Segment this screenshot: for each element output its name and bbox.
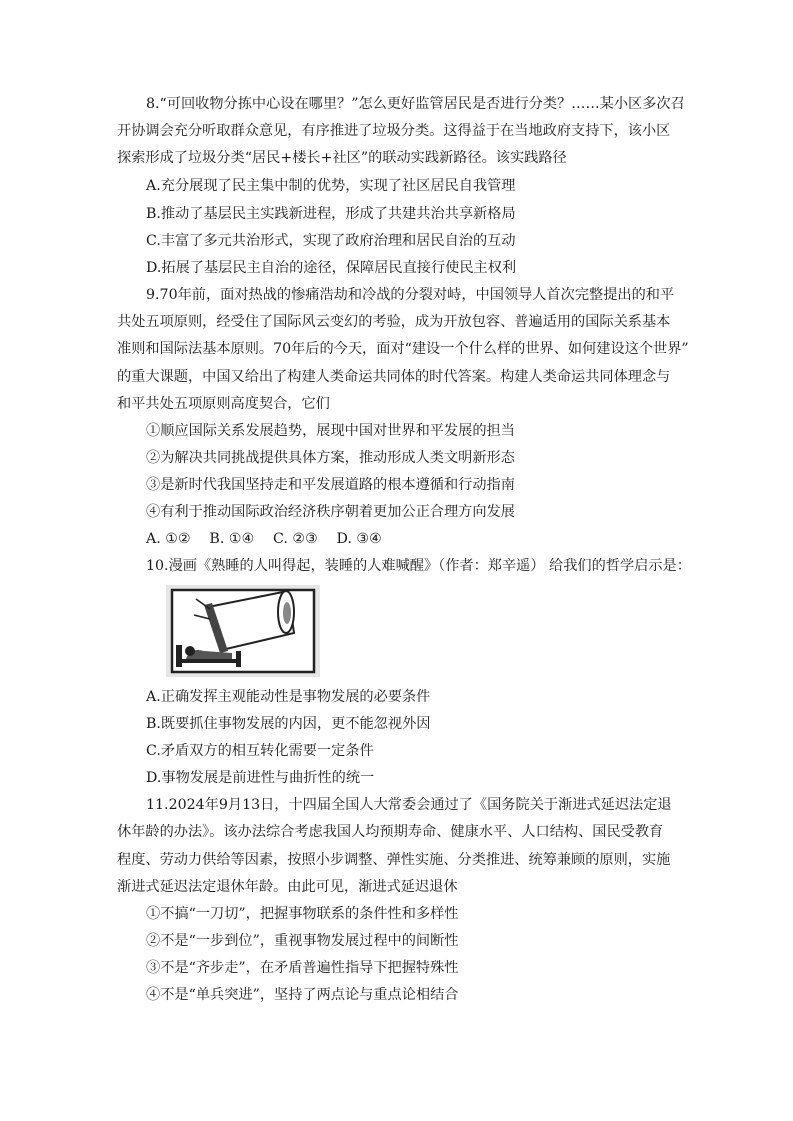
- q10-option-c: C.矛盾双方的相互转化需要一定条件: [146, 743, 374, 759]
- q8-option-b: B.推动了基层民主实践新进程，形成了共建共治共享新格局: [146, 206, 516, 222]
- q10-option-a: A.正确发挥主观能动性是事物发展的必要条件: [146, 689, 431, 705]
- q10-stem: 10.漫画《熟睡的人叫得起，装睡的人难喊醒》（作者：郑辛遥） 给我们的哲学启示是：: [146, 558, 691, 574]
- q8-stem-line-1: 8.“可回收物分拣中心设在哪里？”怎么更好监管居民是否进行分类？……某小区多次召: [146, 96, 685, 112]
- q11-stem-line-4: 渐进式延迟法定退休年龄。由此可见，渐进式延迟退休: [117, 879, 458, 895]
- q11-item-1: ①不搞“一刀切”，把握事物联系的条件性和多样性: [146, 906, 459, 922]
- q11-item-3: ③不是“齐步走”，在矛盾普遍性指导下把握特殊性: [146, 960, 459, 976]
- q9-stem-line-2: 共处五项原则，经受住了国际风云变幻的考验，成为开放包容、普遍适用的国际关系基本: [117, 314, 671, 330]
- q11-item-4: ④不是“单兵突进”，坚持了两点论与重点论相结合: [146, 987, 459, 1003]
- q8-stem-line-3: 探索形成了垃圾分类“居民+楼长+社区”的联动实践新路径。该实践路径: [117, 150, 567, 166]
- q11-stem-line-1: 11.2024年9月13日，十四届全国人大常委会通过了《国务院关于渐进式延迟法定退: [146, 797, 672, 813]
- q11-stem-line-3: 程度、劳动力供给等因素，按照小步调整、弹性实施、分类推进、统筹兼顾的原则，实施: [117, 852, 671, 868]
- q11-stem-line-2: 休年龄的办法》。该办法综合考虑我国人均预期寿命、健康水平、人口结构、国民受教育: [117, 824, 664, 840]
- q9-stem-line-4: 的重大课题，中国又给出了构建人类命运共同体的时代答案。构建人类命运共同体理念与: [117, 369, 671, 385]
- q9-stem-line-3: 准则和国际法基本原则。70年后的今天，面对“建设一个什么样的世界、如何建设这个世界”: [117, 341, 689, 357]
- q8-option-c: C.丰富了多元共治形式，实现了政府治理和居民自治的互动: [146, 233, 516, 249]
- cartoon-illustration: [166, 585, 320, 677]
- q9-stem-line-5: 和平共处五项原则高度契合，它们: [117, 396, 330, 412]
- q8-option-a: A.充分展现了民主集中制的优势，实现了社区居民自我管理: [146, 178, 516, 194]
- q10-option-b: B.既要抓住事物发展的内因，更不能忽视外因: [146, 716, 431, 732]
- q10-option-d: D.事物发展是前进性与曲折性的统一: [146, 770, 375, 786]
- q9-stem-line-1: 9.70年前，面对热战的惨痛浩劫和冷战的分裂对峙，中国领导人首次完整提出的和平: [146, 287, 675, 303]
- q9-item-1: ①顺应国际关系发展趋势，展现中国对世界和平发展的担当: [146, 423, 515, 439]
- q8-stem-line-2: 开协调会充分听取群众意见，有序推进了垃圾分类。这得益于在当地政府支持下，该小区: [117, 123, 671, 139]
- q9-item-3: ③是新时代我国坚持走和平发展道路的根本遵循和行动指南: [146, 477, 515, 493]
- q9-answer-options: A. ①② B. ①④ C. ②③ D. ③④: [146, 531, 382, 547]
- q9-item-2: ②为解决共同挑战提供具体方案，推动形成人类文明新形态: [146, 450, 515, 466]
- q9-item-4: ④有利于推动国际政治经济秩序朝着更加公正合理方向发展: [146, 504, 515, 520]
- q8-option-d: D.拓展了基层民主自治的途径，保障居民直接行使民主权利: [146, 260, 517, 276]
- q11-item-2: ②不是“一步到位”，重视事物发展过程中的间断性: [146, 933, 459, 949]
